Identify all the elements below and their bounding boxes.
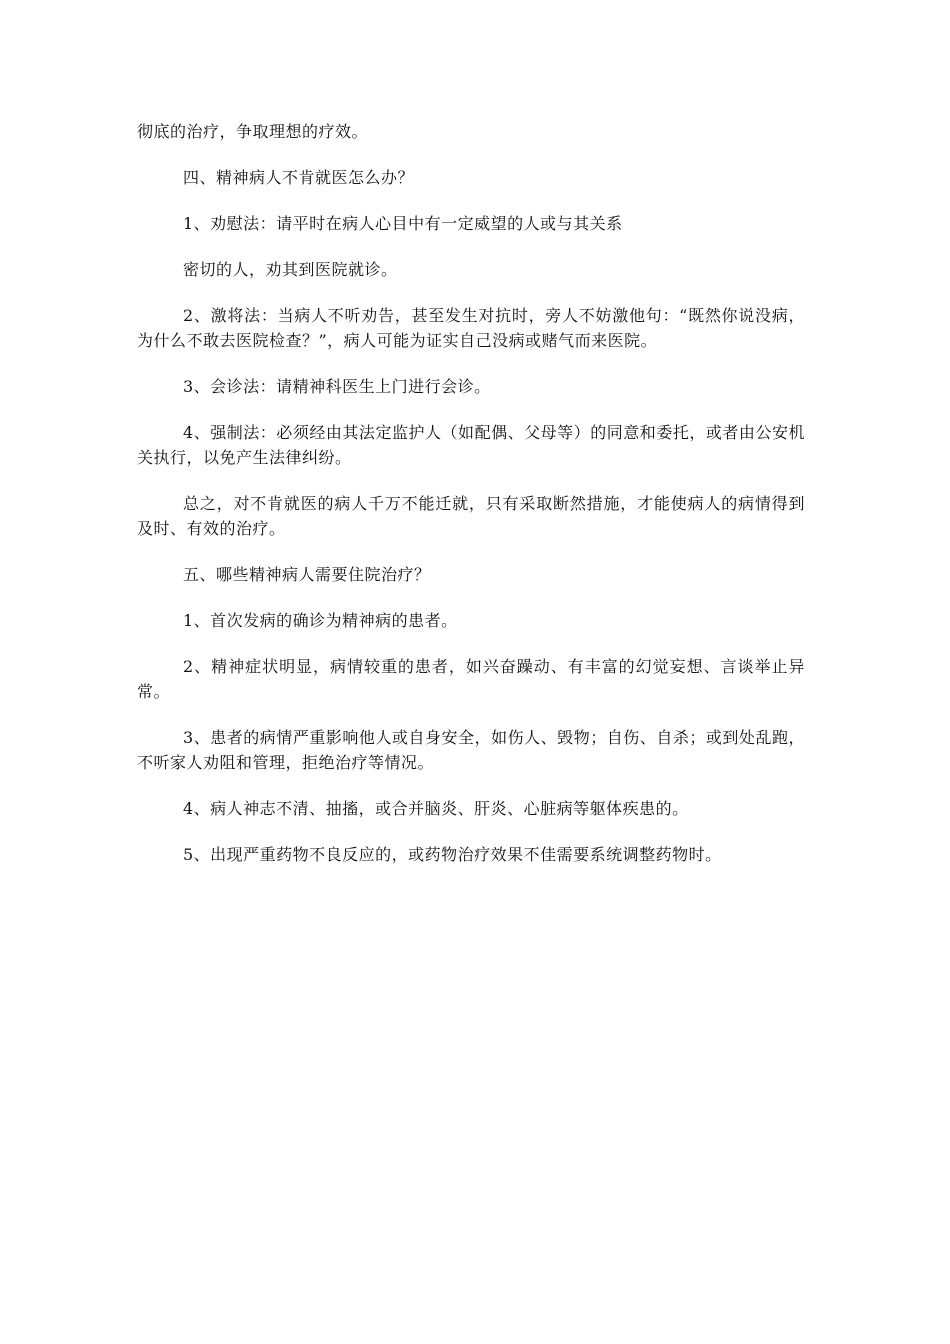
document-body [137,119,805,867]
list-item-severe-symptoms: 2、精神症状明显，病情较重的患者，如兴奋躁动、有丰富的幻觉妄想、言谈举止异常。 [137,657,805,701]
list-item-compulsion: 4、强制法：必须经由其法定监护人（如配偶、父母等）的同意和委托，或者由公安机关执行，以免产生法律纠纷。 [137,423,805,467]
list-item-drug-reaction: 5、出现严重药物不良反应的，或药物治疗效果不佳需要系统调整药物时。 [183,845,722,864]
list-item-persuasion-continued: 密切的人，劝其到医院就诊。 [183,260,398,279]
list-item-first-onset: 1、首次发病的确诊为精神病的患者。 [183,611,458,630]
list-item-provocation: 2、激将法：当病人不听劝告，甚至发生对抗时，旁人不妨激他句：“既然你说没病，为什么不敢去医院检查？”，病人可能为证实自己没病或赌气而来医院。 [137,306,805,350]
paragraph-continuation: 彻底的治疗，争取理想的疗效。 [137,122,369,141]
list-item-consultation: 3、会诊法：请精神科医生上门进行会诊。 [183,377,491,396]
section-heading-four: 四、精神病人不肯就医怎么办？ [183,168,415,187]
list-item-persuasion: 1、劝慰法：请平时在病人心目中有一定威望的人或与其关系 [183,214,623,233]
section-heading-five: 五、哪些精神病人需要住院治疗？ [183,565,431,584]
list-item-physical-illness: 4、病人神志不清、抽搐，或合并脑炎、肝炎、心脏病等躯体疾患的。 [183,799,689,818]
summary-paragraph: 总之，对不肯就医的病人千万不能迁就，只有采取断然措施，才能使病人的病情得到及时、有效的治疗。 [137,494,805,538]
list-item-safety-risk: 3、患者的病情严重影响他人或自身安全，如伤人、毁物；自伤、自杀；或到处乱跑，不听家人劝阻和管理，拒绝治疗等情况。 [137,728,805,772]
